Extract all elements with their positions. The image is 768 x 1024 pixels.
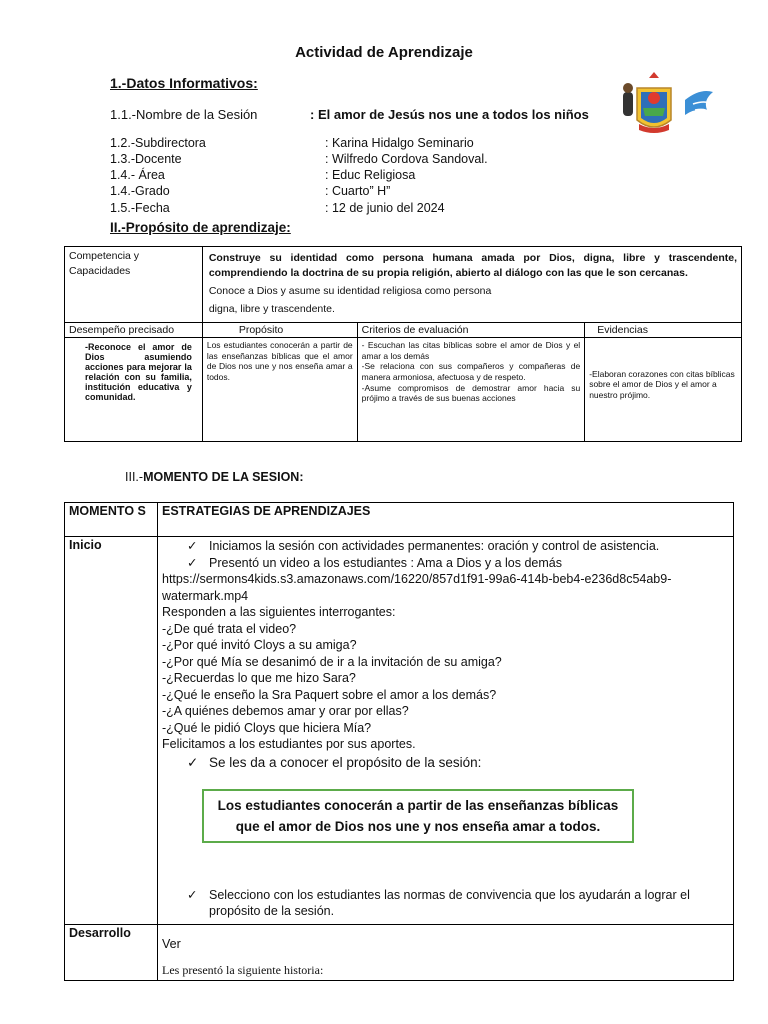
question-item: -¿Por qué invitó Cloys a su amiga?: [162, 638, 357, 652]
competency-text-cell: [202, 247, 741, 323]
info-row-area: [110, 168, 415, 182]
session-purpose-box: [202, 789, 634, 843]
school-crest-logo: [615, 70, 715, 140]
criterio-item: -Asume compromisos de demostrar amor hacia su prójimo a través de sus buenas acciones: [361, 382, 581, 404]
column-header-momentos: MOMENTO S: [65, 503, 158, 537]
section-title: MOMENTO DE LA SESION:: [143, 470, 304, 484]
purpose-header-row: [65, 323, 742, 338]
inicio-row: [65, 537, 734, 925]
criterio-item: -Se relaciona con sus compañeros y compañeras de manera armoniosa, afectuosa y de respeto.: [361, 361, 581, 382]
info-label: 1.5.-Fecha: [110, 201, 170, 215]
question-item: -¿Por qué Mía se desanimó de ir a la invitación de su amiga?: [162, 654, 502, 669]
desarrollo-row: [65, 924, 734, 980]
purpose-table: [64, 246, 742, 442]
info-value: : Cuarto” H”: [325, 184, 391, 198]
question-item: -¿De qué trata el video?: [162, 621, 297, 636]
video-url: https://sermons4kids.s3.amazonaws.com/16220/857d1f91-99a6-414b-beb4-e236d8c54ab9-: [162, 572, 672, 586]
section-number: III.-: [125, 470, 144, 484]
purpose-box-line: Los estudiantes conocerán a partir de las enseñanzas bíblicas: [217, 797, 619, 813]
criterio-item: - Escuchan las citas bíblicas sobre el amor de Dios y el amar a los demás: [361, 340, 581, 361]
column-header: Propósito: [202, 323, 357, 338]
capacity-line: Conoce a Dios y asume su identidad religiosa como persona: [208, 285, 492, 298]
capacity-line: digna, libre y trascendente.: [208, 303, 335, 316]
competency-row: [65, 247, 742, 323]
column-header-estrategias: ESTRATEGIAS DE APRENDIZAJES: [158, 503, 734, 537]
desarrollo-content: [158, 924, 734, 980]
desempeno-cell: -Reconoce el amor de Dios asumiendo acciones para mejorar la relación con su familia, institución educativa y comunidad.: [65, 338, 203, 442]
competency-label-cell: [65, 247, 203, 323]
moments-table: [64, 502, 734, 981]
check-icon: ✓: [187, 539, 198, 553]
purpose-box-line: que el amor de Dios nos une y nos enseña amar a todos.: [235, 818, 601, 834]
info-row-session: [110, 107, 589, 122]
check-icon: ✓: [187, 887, 198, 902]
questions-intro: Responden a las siguientes interrogantes:: [162, 605, 396, 619]
question-item: -¿A quiénes debemos amar y orar por ellas?: [162, 704, 409, 718]
checklist-item: ✓ Presentó un video a los estudiantes : Ama a Dios y a los demás: [187, 555, 562, 570]
info-value: : Wilfredo Cordova Sandoval.: [325, 152, 488, 166]
info-label: 1.4.- Área: [110, 168, 165, 182]
checklist-item: ✓ Se les da a conocer el propósito de la sesión:: [162, 753, 729, 773]
competency-label: Competencia y Capacidades: [69, 250, 140, 278]
check-icon: ✓: [187, 555, 198, 570]
info-label: 1.4.-Grado: [110, 184, 170, 198]
purpose-content-row: [65, 338, 742, 442]
criterios-cell: [357, 338, 585, 442]
evidencias-cell: -Elaboran corazones con citas bíblicas sobre el amor de Dios y el amor a nuestro prójimo.: [585, 338, 742, 442]
info-value: : El amor de Jesús nos une a todos los niños: [310, 107, 589, 122]
section-heading-datos: 1.-Datos Informativos:: [110, 75, 258, 91]
desarrollo-story: Les presentó la siguiente historia:: [162, 963, 324, 977]
desarrollo-label: Desarrollo: [65, 924, 158, 980]
section-heading-proposito: II.-Propósito de aprendizaje:: [110, 220, 291, 235]
checklist-item: ✓ Iniciamos la sesión con actividades permanentes: oración y control de asistencia.: [187, 539, 660, 553]
desarrollo-ver: Ver: [162, 936, 181, 951]
info-value: : Educ Religiosa: [325, 168, 416, 182]
info-label: 1.1.-Nombre de la Sesión: [110, 107, 258, 122]
proposito-cell: Los estudiantes conocerán a partir de las enseñanzas bíblicas que el amor de Dios nos une y nos enseña amar a todos.: [202, 338, 357, 442]
question-item: -¿Qué le enseño la Sra Paquert sobre el amor a los demás?: [162, 687, 497, 702]
moments-header-row: [65, 503, 734, 537]
column-header: Evidencias: [585, 323, 742, 338]
inicio-label: Inicio: [65, 537, 158, 925]
video-url-continued: watermark.mp4: [162, 588, 249, 603]
info-row-docente: [110, 152, 488, 166]
felicitamos-text: Felicitamos a los estudiantes por sus aportes.: [162, 737, 416, 751]
competency-text: Construye su identidad como persona humana amada por Dios, digna, libre y trascendente, comprendiendo la doctrina de su propia religión, abierto al diálogo con las que le son cercanas.: [208, 252, 737, 280]
check-icon: ✓: [187, 754, 199, 770]
info-value: : 12 de junio del 2024: [325, 201, 445, 215]
document-title: Actividad de Aprendizaje: [295, 44, 473, 61]
info-label: 1.3.-Docente: [110, 152, 182, 166]
inicio-content: [158, 537, 734, 925]
column-header: Criterios de evaluación: [357, 323, 585, 338]
checklist-item: ✓ Selecciono con los estudiantes las normas de convivencia que los ayudarán a lograr el propósito de la sesión.: [187, 887, 690, 918]
section-heading-momento: [125, 470, 304, 484]
info-label: 1.2.-Subdirectora: [110, 136, 206, 150]
question-item: -¿Recuerdas lo que me hizo Sara?: [162, 671, 356, 685]
info-value: : Karina Hidalgo Seminario: [325, 136, 474, 150]
column-header: Desempeño precisado: [65, 323, 203, 338]
question-item: -¿Qué le pidió Cloys que hiciera Mía?: [162, 720, 372, 735]
info-row-subdirectora: [110, 136, 474, 150]
info-row-fecha: [110, 201, 445, 215]
info-row-grado: [110, 184, 390, 198]
